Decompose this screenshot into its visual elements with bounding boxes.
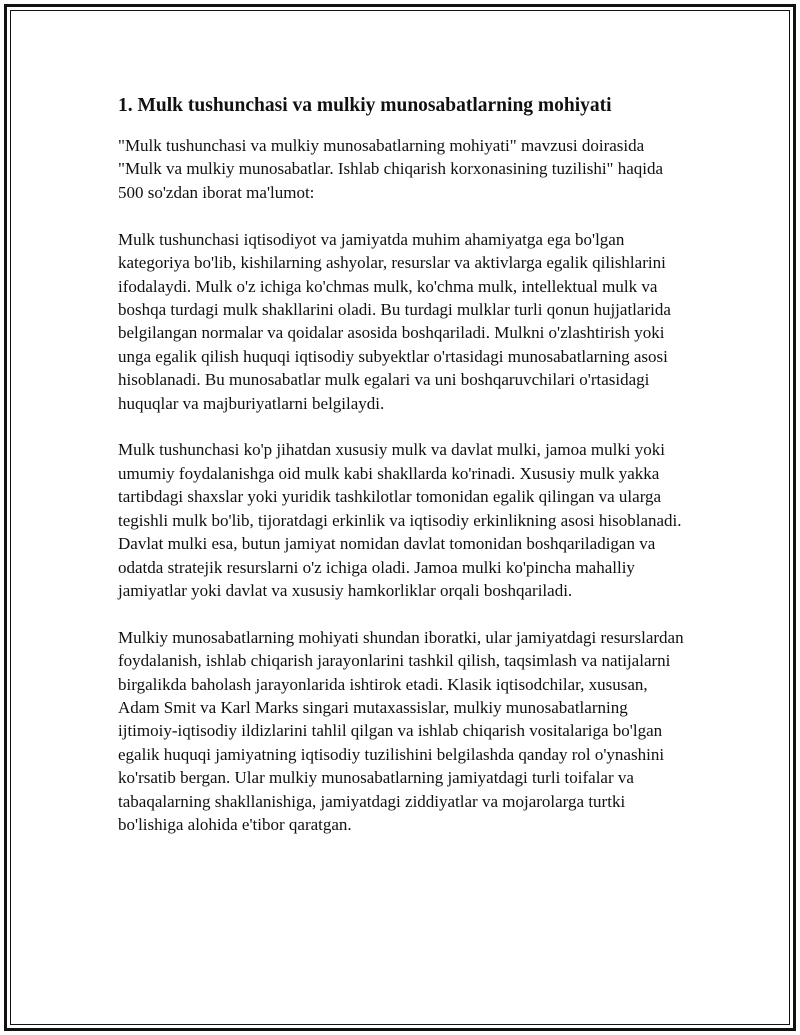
document-body xyxy=(118,92,686,860)
body-paragraph-3: Mulkiy munosabatlarning mohiyati shundan iboratki, ular jamiyatdagi resurslardan foydalanish, ishlab chiqarish jarayonlarini tashkil qilish, taqsimlash va natijalarni birgalikda baholash jarayonlarida ishtirok etadi. Klasik iqtisodchilar, xususan, Adam Smit va Karl Marks singari mutaxassislar, mulkiy munosabatlarning ijtimoiy-iqtisodiy ildizlarini tahlil qilgan va ishlab chiqarish vositalariga bo'lgan egalik huquqi jamiyatning iqtisodiy tuzilishini belgilashda qanday rol o'ynashini ko'rsatib bergan. Ular mulkiy munosabatlarning jamiyatdagi turli toifalar va tabaqalarning shakllanishiga, jamiyatdagi ziddiyatlar va mojarolarga turtki bo'lishiga alohida e'tibor qaratgan. xyxy=(118,627,684,835)
body-paragraph-2: Mulk tushunchasi ko'p jihatdan xususiy mulk va davlat mulki, jamoa mulki yoki umumiy foydalanishga oid mulk kabi shakllarda ko'rinadi. Xususiy mulk yakka tartibdagi shaxslar yoki yuridik tashkilotlar tomonidan egalik qilingan va ularga tegishli mulk bo'lib, tijoratdagi erkinlik va iqtisodiy erkinlikning asosi hisoblanadi. Davlat mulki esa, butun jamiyat nomidan davlat tomonidan boshqariladigan va odatda stratejik resurslarni o'z ichiga oladi. Jamoa mulki ko'pincha mahalliy jamiyatlar yoki davlat va xususiy hamkorliklar orqali boshqariladi. xyxy=(118,440,682,600)
section-heading: 1. Mulk tushunchasi va mulkiy munosabatlarning mohiyati xyxy=(118,95,612,116)
intro-paragraph: "Mulk tushunchasi va mulkiy munosabatlarning mohiyati" mavzusi doirasida "Mulk va mulkiy munosabatlar. Ishlab chiqarish korxonasining tuzilishi" haqida 500 so'zdan iborat ma'lumot: xyxy=(118,136,664,202)
body-paragraph-1: Mulk tushunchasi iqtisodiyot va jamiyatda muhim ahamiyatga ega bo'lgan kategoriya bo'lib, kishilarning ashyolar, resurslar va aktivlarga egalik qilishlarini ifodalaydi. Mulk o'z ichiga ko'chmas mulk, ko'chma mulk, intellektual mulk va boshqa turdagi mulk shakllarini oladi. Bu turdagi mulklar turli qonun hujjatlarida belgilangan normalar va qoidalar asosida boshqariladi. Mulkni o'zlashtirish yoki unga egalik qilish huquqi iqtisodiy subyektlar o'rtasidagi munosabatlarning asosi hisoblanadi. Bu munosabatlar mulk egalari va uni boshqaruvchilari o'rtasidagi huquqlar va majburiyatlarni belgilaydi. xyxy=(118,229,671,413)
